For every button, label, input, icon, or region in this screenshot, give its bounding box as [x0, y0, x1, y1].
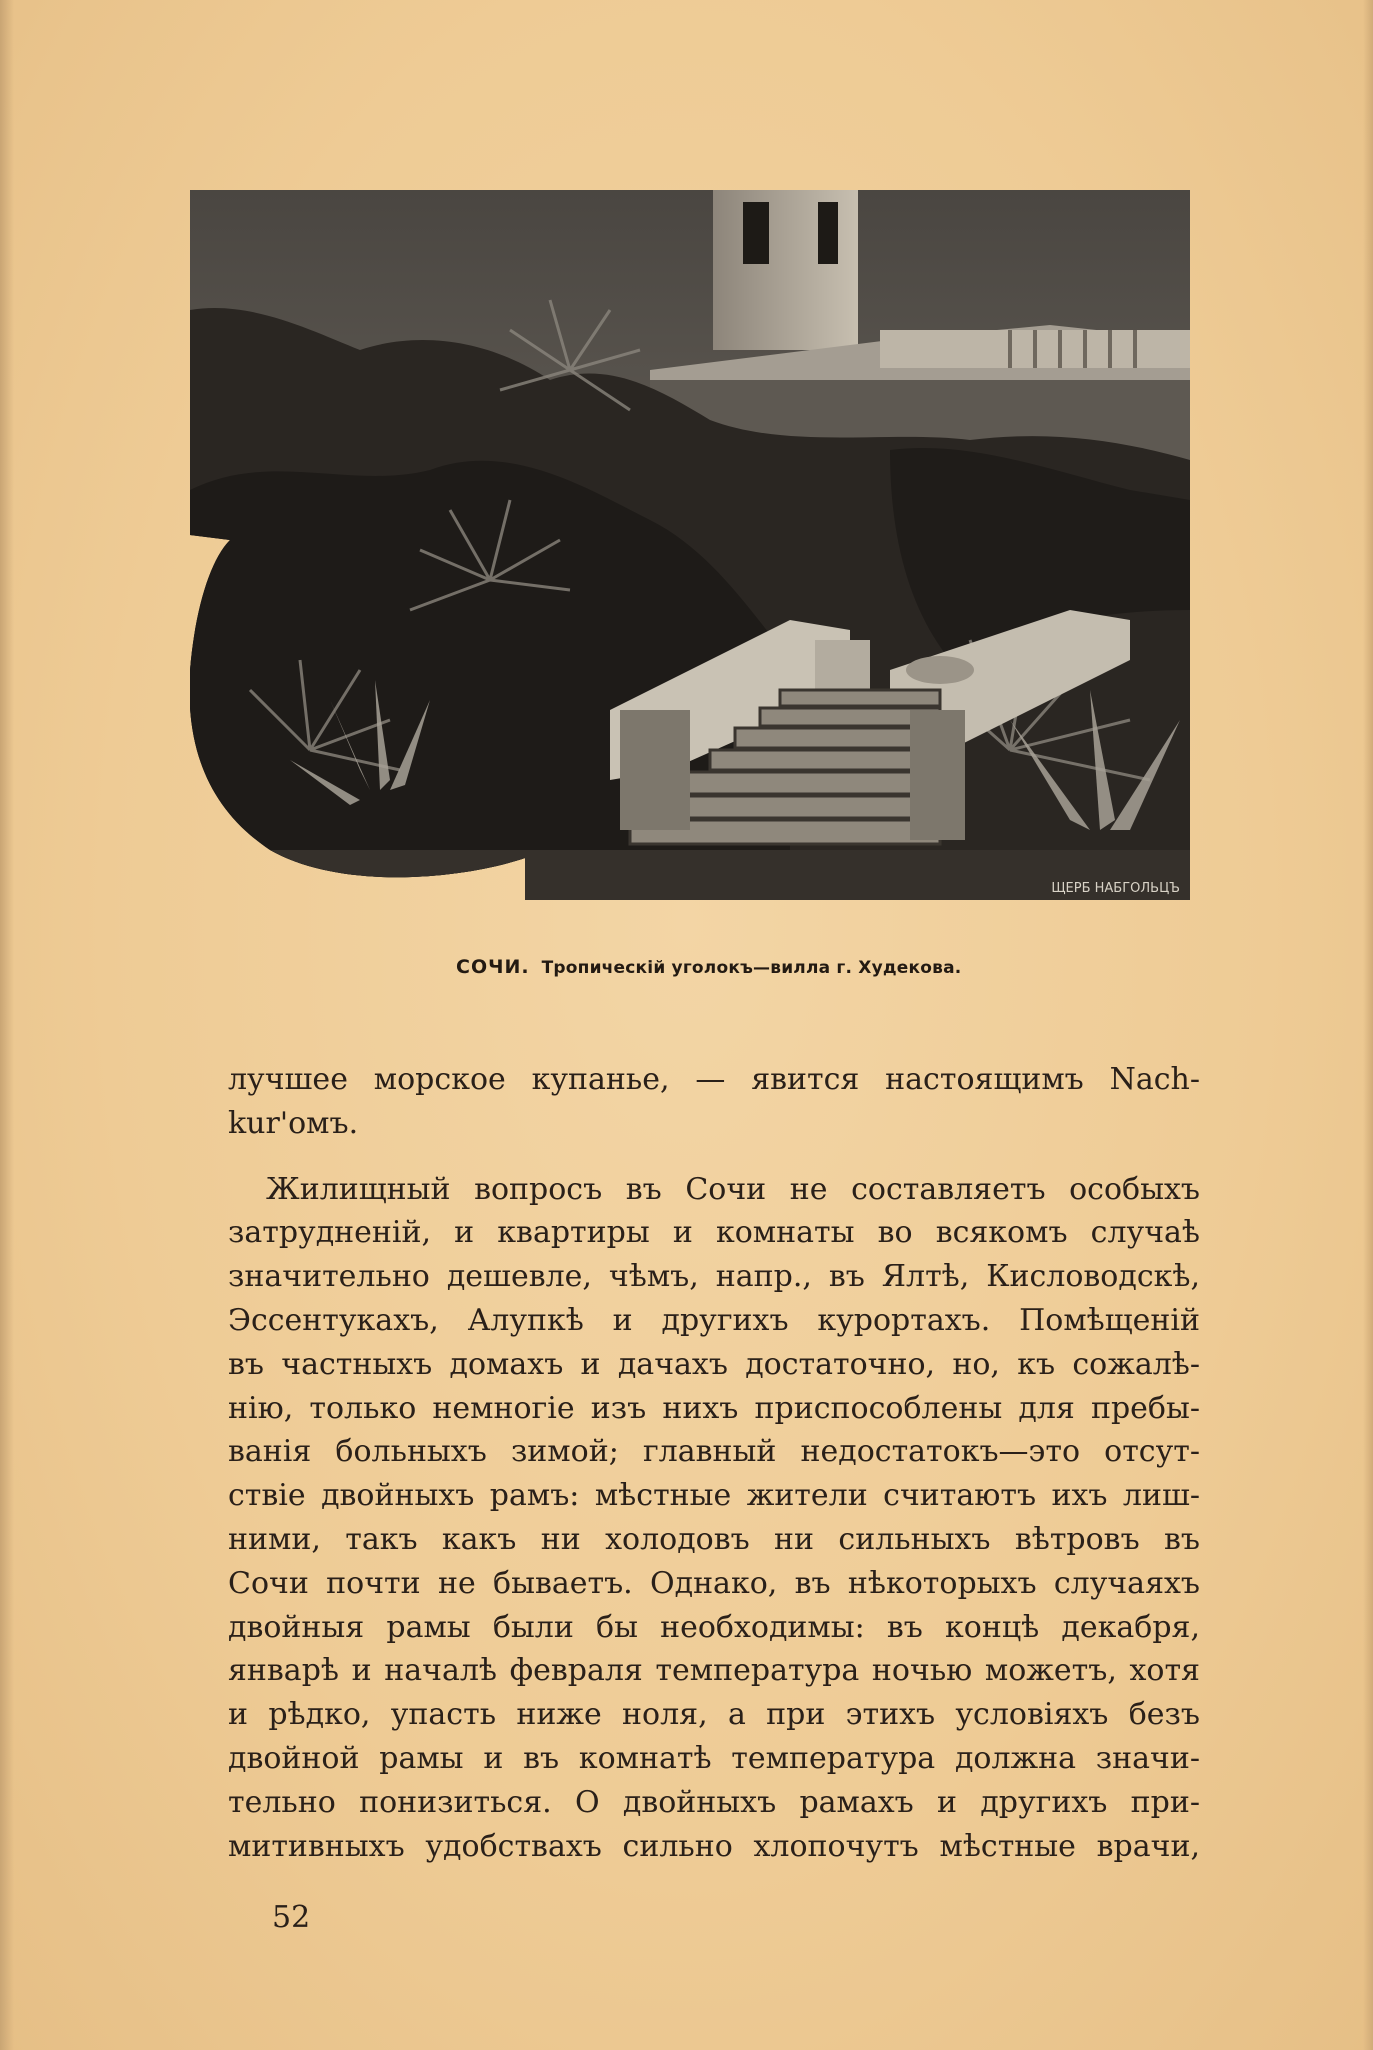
body-text: [228, 1058, 1200, 1868]
text-line: ними, такъ какъ ни холодовъ ни сильныхъ вѣтровъ въ: [228, 1521, 1200, 1557]
text-line: kur'омъ.: [228, 1105, 359, 1141]
text-line: январѣ и началѣ февраля температура ночью можетъ, хотя: [228, 1653, 1200, 1689]
text-line: двойныя рамы были бы необходимы: въ концѣ декабря,: [228, 1609, 1200, 1645]
text-line: затрудненій, и квартиры и комнаты во всякомъ случаѣ: [228, 1215, 1200, 1251]
photographer-signature: ЩЕРБ НАБГОЛЬЦЪ: [1051, 881, 1180, 896]
page-number: 52: [272, 1900, 311, 1935]
text-line: двойной рамы и въ комнатѣ температура должна значи-: [228, 1740, 1200, 1776]
text-line: въ частныхъ домахъ и дачахъ достаточно, но, къ сожалѣ-: [228, 1346, 1200, 1382]
caption-text: Тропическій уголокъ—вилла г. Худекова.: [541, 958, 962, 978]
text-line: тельно понизиться. О двойныхъ рамахъ и другихъ при-: [228, 1784, 1200, 1820]
photo-caption: [456, 956, 1056, 978]
villa-photo-illustration: [190, 190, 1190, 900]
text-line: и рѣдко, упасть ниже ноля, а при этихъ условіяхъ безъ: [228, 1697, 1200, 1733]
text-line: ствіе двойныхъ рамъ: мѣстные жители считаютъ ихъ лиш-: [228, 1478, 1200, 1514]
villa-photograph: [190, 190, 1190, 900]
text-line: митивныхъ удобствахъ сильно хлопочутъ мѣстные врачи,: [228, 1828, 1200, 1864]
text-line: значительно дешевле, чѣмъ, напр., въ Ялтѣ, Кисловодскѣ,: [228, 1259, 1200, 1295]
page-edge-right: [1363, 0, 1373, 2050]
text-line: нію, только немногіе изъ нихъ приспособлены для пребы-: [228, 1390, 1200, 1426]
text-line: лучшее морское купанье, — явится настоящимъ Nach-: [228, 1062, 1200, 1097]
page-edge-left: [0, 0, 14, 2050]
text-line: ванія больныхъ зимой; главный недостатокъ—это отсут-: [228, 1434, 1200, 1470]
text-line: Жилищный вопросъ въ Сочи не составляетъ особыхъ: [266, 1171, 1200, 1207]
text-line: Сочи почти не бываетъ. Однако, въ нѣкоторыхъ случаяхъ: [228, 1565, 1200, 1601]
text-line: Эссентукахъ, Алупкѣ и другихъ курортахъ. Помѣщеній: [228, 1302, 1200, 1338]
caption-city: СОЧИ.: [456, 956, 530, 978]
